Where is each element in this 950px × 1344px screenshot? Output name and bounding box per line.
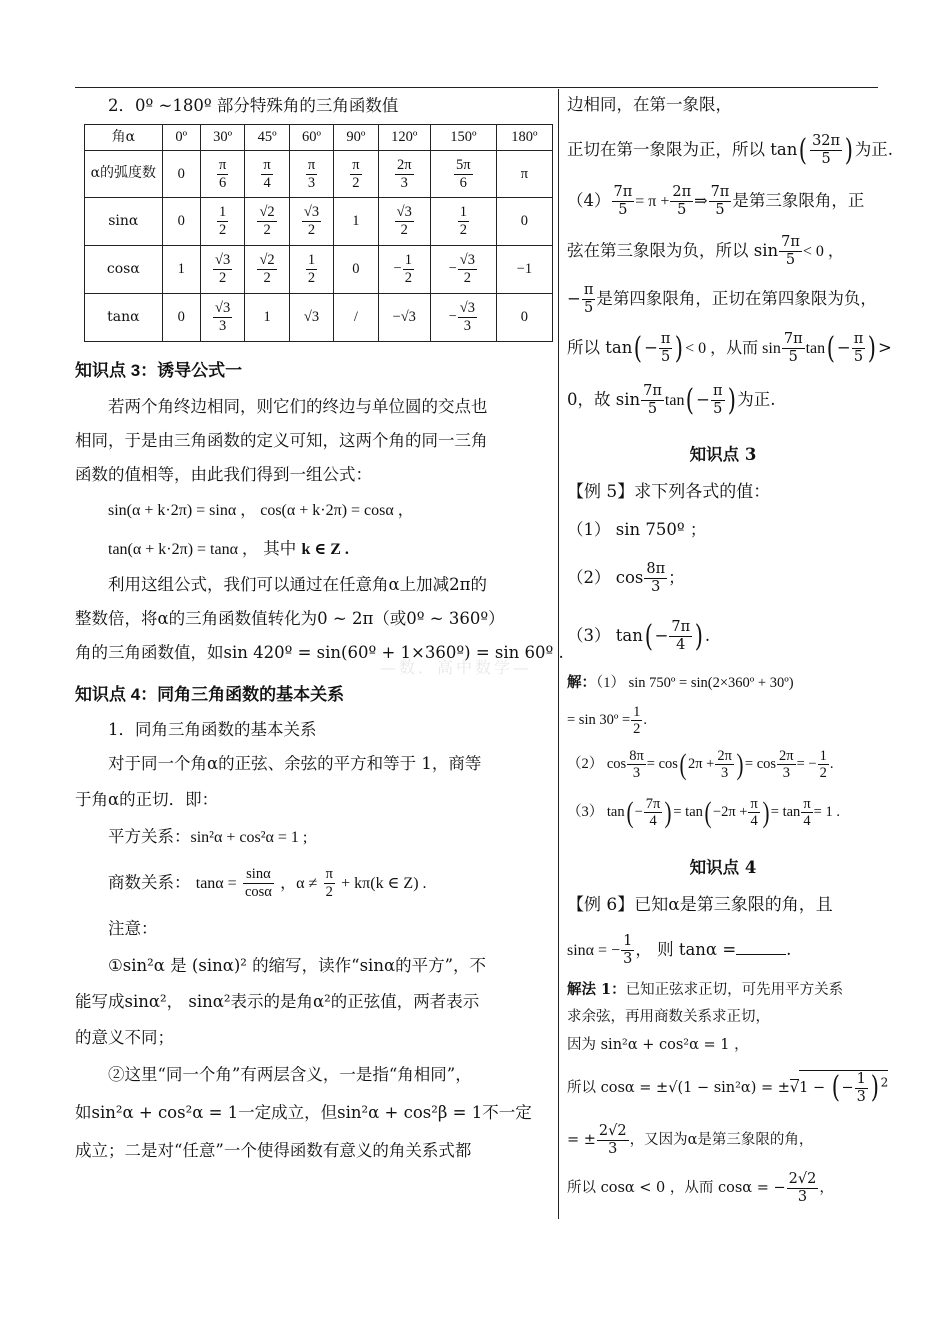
kp4-note-line: ①sin²α 是 (sinα)² 的缩写，读作“sinα的平方”，不 [108, 956, 487, 975]
method-1-line: 因为 sin²α + cos²α = 1 ， [567, 1037, 749, 1053]
table-cell: 60º [289, 125, 333, 151]
solution-line: 解：（1） sin 750º = sin(2×360º + 30º) [567, 675, 794, 691]
table-cell: −√3 [378, 294, 430, 342]
right-line: 弦在第三象限为负，所以 sin $\frac{7\pi}{5}$ < 0 ， [567, 234, 844, 268]
table-cell: 0º [162, 125, 200, 151]
left-column [75, 94, 564, 1170]
table-row-rad [85, 151, 553, 198]
table-cell: $\frac{\pi}{6}$ [200, 151, 244, 198]
table-row-tan [85, 294, 553, 342]
table-cell: $\frac{5\pi}{6}$ [430, 151, 496, 198]
table-cell: 0 [334, 246, 378, 294]
kp3-para-line: 角的三角函数值，如sin 420º = sin(60º + 1×360º) = sin 60º . [75, 643, 564, 662]
table-cell: − $\frac{√3}{2}$ [430, 246, 496, 294]
kp3-formula-2: tan(α + k·2π) = tanα ， 其中 k ∈ Z . [108, 539, 349, 558]
example-5-item-1: （1） sin 750º ； [567, 520, 707, 539]
table-cell: 30º [200, 125, 244, 151]
table-cell: $\frac{2\pi}{3}$ [378, 151, 430, 198]
right-line: 0，故 sin $\frac{7\pi}{5}$ tan( − $\frac{\pi}{5}$ ) 为正. [567, 382, 776, 418]
table-cell: $\frac{√3}{2}$ [289, 198, 333, 246]
solution-line: （2） cos $\frac{8\pi}{3}$ = cos( 2π + $\frac{2\pi}{3}$ ) = cos $\frac{2\pi}{3}$ = − $\frac{1}{2}$ . [567, 747, 834, 782]
method-1-line: 解法 1：已知正弦求正切，可先用平方关系 [567, 981, 844, 998]
example-5-item-3: （3） tan( − $\frac{7\pi}{4}$ ) . [567, 618, 711, 654]
trig-values-table [84, 124, 553, 342]
table-cell: √3 [289, 294, 333, 342]
table-cell: 0 [162, 198, 200, 246]
table-row-angle [85, 125, 553, 151]
method-1-line: 所以 cosα = ±√(1 − sin²α) = ±√1 − ( − $\frac{1}{3}$ ) $^2$ [567, 1070, 889, 1105]
table-cell: $\frac{1}{2}$ [200, 198, 244, 246]
example-5-title: 【例 5】求下列各式的值： [567, 482, 771, 502]
table-cell: 0 [162, 294, 200, 342]
kp4-note-label: 注意： [108, 919, 158, 938]
kp4-para-line: 对于同一个角α的正弦、余弦的平方和等于 1，商等 [108, 754, 482, 773]
method-1-line: = ± $\frac{2√2}{3}$ ，又因为α是第三象限的角， [567, 1122, 814, 1157]
table-cell: $\frac{\pi}{2}$ [334, 151, 378, 198]
table-cell: tanα [85, 294, 163, 342]
table-cell: 0 [496, 198, 552, 246]
table-cell: $\frac{\pi}{4}$ [245, 151, 289, 198]
kp4-label: 知识点 4 [689, 858, 757, 877]
right-line: 所以 tan( − $\frac{\pi}{5}$ ) < 0 ，从而 sin $\frac{7\pi}{5}$ tan( − $\frac{\pi}{5}$ ) > [567, 330, 892, 366]
table-cell: / [334, 294, 378, 342]
answer-blank[interactable] [736, 954, 786, 955]
section-2-title: 2．0º ~180º 部分特殊角的三角函数值 [108, 96, 399, 115]
kp3-para-line: 整数倍，将α的三角函数值转化为0 ~ 2π（或0º ~ 360º） [75, 609, 505, 628]
kp3-para-line: 若两个角终边相同，则它们的终边与单位圆的交点也 [108, 397, 488, 416]
top-rule [75, 87, 878, 88]
table-row-cos [85, 246, 553, 294]
right-line: 边相同，在第一象限， [567, 95, 732, 114]
table-cell: sinα [85, 198, 163, 246]
table-cell: cosα [85, 246, 163, 294]
table-cell: $\frac{√3}{2}$ [200, 246, 244, 294]
kp3-formula-1: sin(α + k·2π) = sinα ， cos(α + k·2π) = cosα ， [108, 502, 414, 519]
table-cell: − $\frac{√3}{3}$ [430, 294, 496, 342]
table-cell: 0 [496, 294, 552, 342]
kp4-quotient-relation: 商数关系： tanα = $\frac{\sin\alpha}{\cos\alpha}$ ，α ≠ $\frac{\pi}{2}$ + kπ(k ∈ Z) . [108, 866, 427, 900]
table-row-sin [85, 198, 553, 246]
right-line: （4） $\frac{7\pi}{5}$ = π + $\frac{2\pi}{5}$ ⇒ $\frac{7\pi}{5}$ 是第三象限角，正 [567, 184, 865, 218]
table-cell: $\frac{√2}{2}$ [245, 198, 289, 246]
table-cell: 角α [85, 125, 163, 151]
kp4-subheading: 1．同角三角函数的基本关系 [108, 720, 317, 739]
kp3-heading: 知识点 3：诱导公式一 [75, 361, 243, 380]
table-cell: 180º [496, 125, 552, 151]
method-1-line: 所以 cosα < 0 ，从而 cosα = − $\frac{2√2}{3}$ ， [567, 1170, 834, 1205]
kp4-note-line: 成立；二是对“任意”一个使得函数有意义的角关系式都 [75, 1141, 472, 1160]
table-cell: $\frac{√3}{3}$ [200, 294, 244, 342]
kp4-note-line: 的意义不同； [75, 1028, 174, 1047]
table-cell: 1 [162, 246, 200, 294]
table-cell: − $\frac{1}{2}$ [378, 246, 430, 294]
table-cell: $\frac{√3}{2}$ [378, 198, 430, 246]
watermark: —数．高中数学— [380, 658, 533, 677]
table-cell: 1 [334, 198, 378, 246]
example-6-question: sinα = − $\frac{1}{3}$ ， 则 tanα = . [567, 933, 792, 967]
table-cell: 120º [378, 125, 430, 151]
kp4-square-relation: 平方关系：sin²α + cos²α = 1 ; [108, 827, 308, 846]
kp4-note-line: ②这里“同一个角”有两层含义，一是指“角相同”， [108, 1065, 472, 1084]
table-cell: α的弧度数 [85, 151, 163, 198]
kp4-note-line: 能写成sinα²， sinα²表示的是角α²的正弦值，两者表示 [75, 992, 480, 1011]
table-cell: 90º [334, 125, 378, 151]
table-cell: $\frac{1}{2}$ [289, 246, 333, 294]
right-line: 正切在第一象限为正，所以 tan( $\frac{32\pi}{5}$ ) 为正. [567, 132, 894, 168]
example-5-item-2: （2） cos $\frac{8\pi}{3}$ ； [567, 561, 685, 595]
table-cell: 150º [430, 125, 496, 151]
method-1-line: 求余弦，再用商数关系求正切， [567, 1009, 770, 1025]
kp4-note-line: 如sin²α + cos²α = 1一定成立，但sin²α + cos²β = 1不一定 [75, 1103, 532, 1122]
kp4-heading: 知识点 4：同角三角函数的基本关系 [75, 685, 345, 704]
right-column [567, 94, 894, 1212]
solution-line: = sin 30º = $\frac{1}{2}$ . [567, 703, 648, 738]
table-cell: 0 [162, 151, 200, 198]
kp3-label: 知识点 3 [689, 445, 757, 464]
table-cell: $\frac{1}{2}$ [430, 198, 496, 246]
table-cell: $\frac{\pi}{3}$ [289, 151, 333, 198]
table-cell: $\frac{√2}{2}$ [245, 246, 289, 294]
kp3-para-line: 函数的值相等，由此我们得到一组公式： [75, 465, 372, 484]
table-cell: 1 [245, 294, 289, 342]
table-cell: 45º [245, 125, 289, 151]
kp4-para-line: 于角α的正切．即： [75, 790, 219, 809]
right-line: − $\frac{\pi}{5}$ 是第四象限角，正切在第四象限为负， [567, 282, 877, 316]
kp3-para-line: 相同，于是由三角函数的定义可知，这两个角的同一三角 [75, 431, 488, 450]
example-6-title: 【例 6】已知α是第三象限的角，且 [567, 895, 833, 915]
table-cell: π [496, 151, 552, 198]
kp3-para-line: 利用这组公式，我们可以通过在任意角α上加减2π的 [108, 575, 487, 594]
table-cell: −1 [496, 246, 552, 294]
solution-line: （3） tan( − $\frac{7\pi}{4}$ ) = tan( −2π + $\frac{\pi}{4}$ ) = tan $\frac{\pi}{4}$ = 1 . [567, 795, 840, 830]
